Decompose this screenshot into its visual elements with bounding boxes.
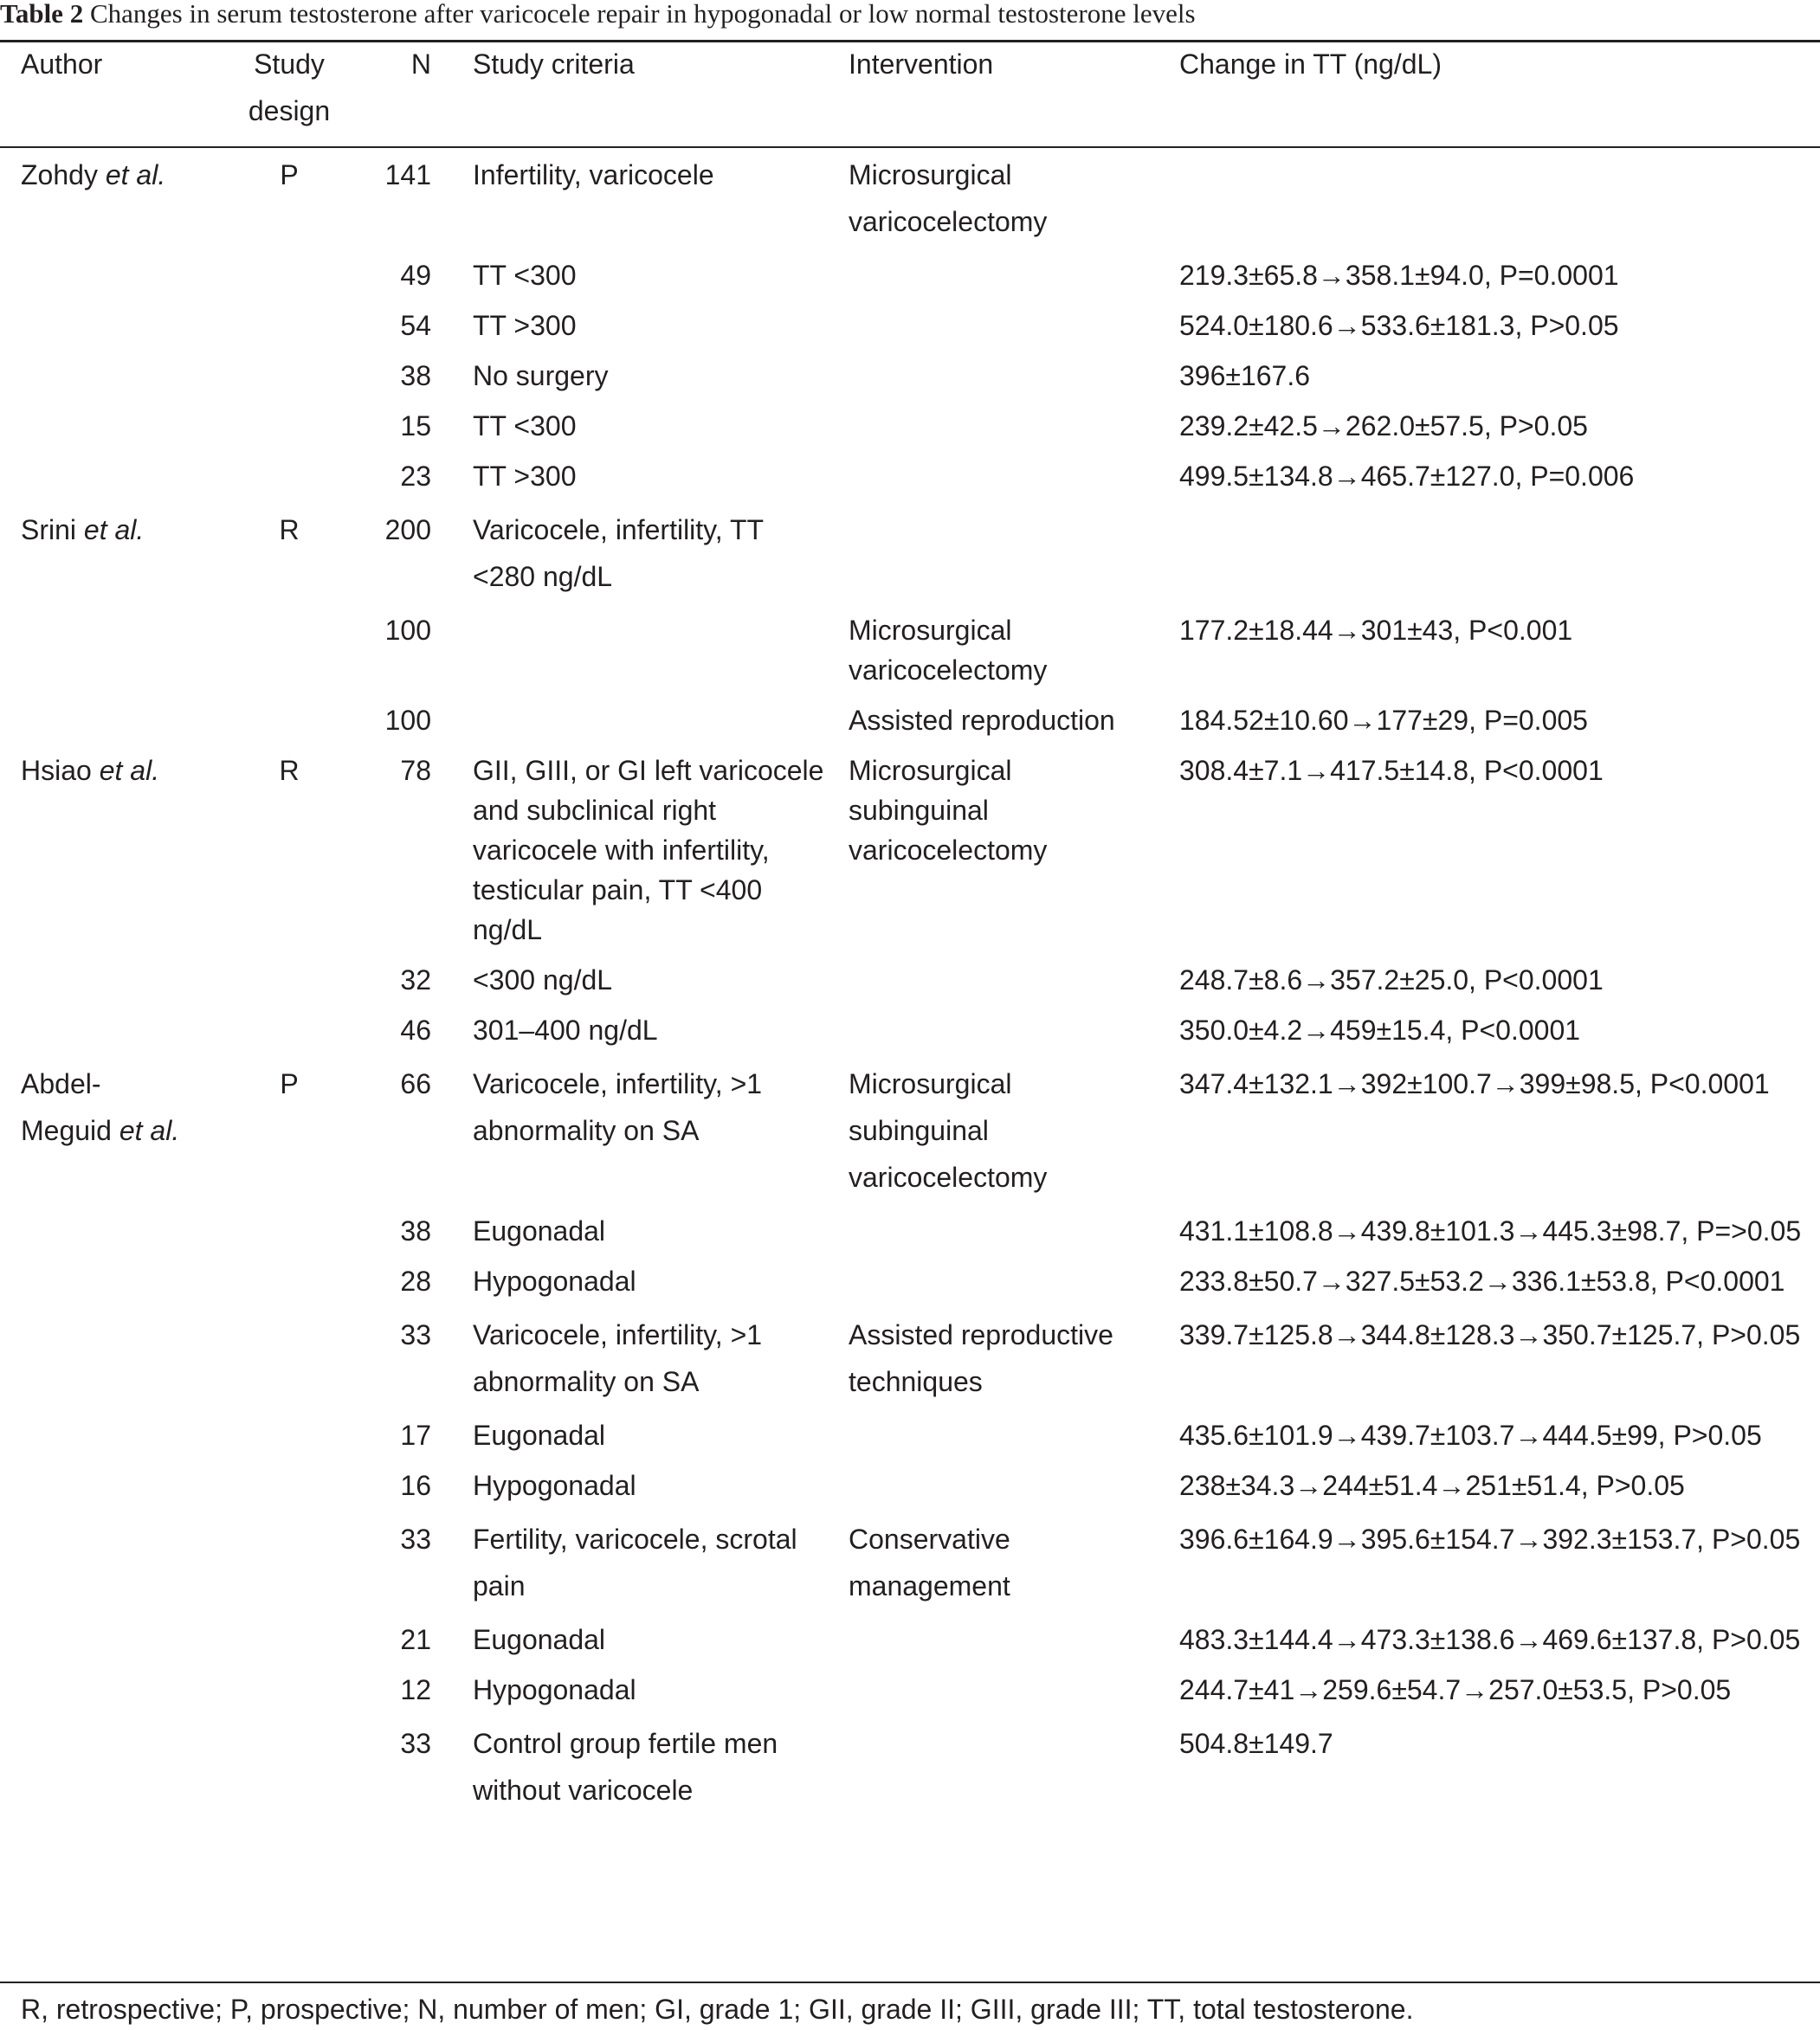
author-et-al: et al.: [83, 514, 145, 545]
cell-change-in-tt: 396±167.6: [1179, 360, 1311, 391]
cell-study-design: [227, 955, 352, 1005]
author-name-cont: Meguid: [21, 1115, 112, 1146]
cell-study-criteria: Hypogonadal: [473, 1266, 636, 1297]
cell-change-in-tt: 499.5±134.8→465.7±127.0, P=0.006: [1179, 461, 1635, 492]
cell-n: 17: [400, 1420, 431, 1451]
cell-n: 32: [400, 964, 431, 996]
cell-author: [0, 1665, 227, 1715]
table-row: [0, 745, 1820, 955]
author-et-al: et al.: [105, 159, 166, 190]
cell-study-design: P: [280, 159, 299, 190]
cell-study-criteria: Hypogonadal: [473, 1674, 636, 1705]
cell-change-in-tt: 350.0±4.2→459±15.4, P<0.0001: [1179, 1015, 1581, 1046]
cell-study-design: [227, 1306, 352, 1410]
cell-n: 54: [400, 310, 431, 341]
cell-change-in-tt: 435.6±101.9→439.7±103.7→444.5±99, P>0.05: [1179, 1420, 1762, 1451]
cell-study-criteria: Hypogonadal: [473, 1470, 636, 1501]
cell-n: 78: [400, 755, 431, 786]
cell-study-criteria: [431, 605, 828, 695]
cell-author: [0, 1511, 227, 1614]
cell-study-criteria: Eugonadal: [473, 1420, 606, 1451]
cell-study-design: [227, 1206, 352, 1256]
table-row: [0, 401, 1820, 451]
cell-study-criteria: No surgery: [473, 360, 609, 391]
cell-author: [0, 1256, 227, 1306]
cell-n: 141: [384, 159, 431, 190]
cell-study-design: [227, 451, 352, 501]
cell-change-in-tt: 396.6±164.9→395.6±154.7→392.3±153.7, P>0.05: [1179, 1524, 1801, 1555]
cell-change-in-tt: 339.7±125.8→344.8±128.3→350.7±125.7, P>0.05: [1179, 1319, 1801, 1350]
cell-intervention: [828, 501, 1158, 605]
col-header-change-in-tt: Change in TT (ng/dL): [1179, 48, 1442, 80]
col-header-author: Author: [21, 48, 103, 80]
author-name: Abdel-: [21, 1068, 101, 1099]
cell-change-in-tt: [1158, 146, 1820, 250]
table-footnote: R, retrospective; P, prospective; N, number of men; GI, grade 1; GII, grade II; GIII, grade III; TT, total testosterone.: [21, 1994, 1414, 2025]
cell-intervention: Microsurgical varicocelectomy: [849, 615, 1048, 686]
table-row: [0, 300, 1820, 351]
cell-n: 33: [400, 1524, 431, 1555]
cell-change-in-tt: 177.2±18.44→301±43, P<0.001: [1179, 615, 1573, 646]
cell-study-criteria: [431, 695, 828, 745]
cell-study-criteria: Fertility, varicocele, scrotal pain: [473, 1524, 797, 1601]
cell-study-design: [227, 1256, 352, 1306]
cell-intervention: Assisted reproduction: [849, 705, 1115, 736]
cell-n: 100: [384, 705, 431, 736]
cell-change-in-tt: 219.3±65.8→358.1±94.0, P=0.0001: [1179, 260, 1619, 291]
cell-intervention: [828, 300, 1158, 351]
cell-intervention: [828, 1410, 1158, 1460]
cell-study-design: [227, 1715, 352, 1819]
cell-author: [0, 695, 227, 745]
table-row: [0, 451, 1820, 501]
table-row: [0, 501, 1820, 605]
cell-change-in-tt: 308.4±7.1→417.5±14.8, P<0.0001: [1179, 755, 1604, 786]
cell-study-criteria: TT >300: [473, 461, 577, 492]
cell-n: 66: [400, 1068, 431, 1099]
cell-author: [0, 955, 227, 1005]
table-row: [0, 1614, 1820, 1665]
table-caption-text: Changes in serum testosterone after varicocele repair in hypogonadal or low normal testosterone levels: [89, 0, 1196, 29]
cell-change-in-tt: 524.0±180.6→533.6±181.3, P>0.05: [1179, 310, 1619, 341]
table-row: [0, 955, 1820, 1005]
cell-study-design: [227, 250, 352, 300]
cell-n: 33: [400, 1319, 431, 1350]
cell-study-criteria: TT <300: [473, 260, 577, 291]
cell-study-design: [227, 300, 352, 351]
cell-n: 100: [384, 615, 431, 646]
cell-study-design: [227, 1460, 352, 1511]
author-et-al: et al.: [99, 755, 160, 786]
cell-author: [0, 401, 227, 451]
cell-author: [0, 1410, 227, 1460]
cell-study-design: R: [279, 514, 300, 545]
cell-change-in-tt: 248.7±8.6→357.2±25.0, P<0.0001: [1179, 964, 1604, 996]
cell-n: 28: [400, 1266, 431, 1297]
cell-change-in-tt: 504.8±149.7: [1179, 1728, 1333, 1759]
cell-n: 38: [400, 360, 431, 391]
cell-n: 33: [400, 1728, 431, 1759]
cell-change-in-tt: 238±34.3→244±51.4→251±51.4, P>0.05: [1179, 1470, 1685, 1501]
cell-study-design: [227, 1005, 352, 1055]
cell-author: [0, 300, 227, 351]
cell-author: [0, 605, 227, 695]
cell-n: 49: [400, 260, 431, 291]
cell-intervention: [828, 1206, 1158, 1256]
cell-n: 12: [400, 1674, 431, 1705]
cell-n: 38: [400, 1215, 431, 1247]
cell-study-criteria: 301–400 ng/dL: [473, 1015, 658, 1046]
cell-author: [0, 146, 227, 250]
cell-study-design: [227, 1665, 352, 1715]
cell-author: [0, 250, 227, 300]
cell-intervention: Microsurgical subinguinal varicocelectomy: [849, 1068, 1048, 1193]
cell-study-criteria: Varicocele, infertility, >1 abnormality on SA: [473, 1319, 763, 1397]
cell-study-criteria: TT >300: [473, 310, 577, 341]
cell-intervention: [828, 1614, 1158, 1665]
table-row: [0, 1256, 1820, 1306]
table-row: [0, 1511, 1820, 1614]
cell-change-in-tt: 233.8±50.7→327.5±53.2→336.1±53.8, P<0.0001: [1179, 1266, 1785, 1297]
cell-n: 15: [400, 410, 431, 441]
cell-study-design: [227, 351, 352, 401]
cell-author: [0, 351, 227, 401]
cell-study-criteria: Eugonadal: [473, 1624, 606, 1655]
cell-author: [0, 1206, 227, 1256]
cell-study-design: [227, 1410, 352, 1460]
cell-intervention: [828, 451, 1158, 501]
table-row: [0, 1665, 1820, 1715]
col-header-study-design: [227, 41, 352, 146]
table-bottom-rule: [0, 1982, 1820, 1983]
cell-study-design: [227, 401, 352, 451]
col-header-intervention: Intervention: [849, 48, 994, 80]
cell-study-criteria: Varicocele, infertility, >1 abnormality on SA: [473, 1068, 763, 1146]
table-row: [0, 146, 1820, 250]
cell-intervention: [828, 401, 1158, 451]
table-header-row: [0, 41, 1820, 146]
cell-author: [0, 1306, 227, 1410]
cell-study-design: R: [279, 755, 300, 786]
author-name: Srini: [21, 514, 77, 545]
cell-n: 21: [400, 1624, 431, 1655]
cell-n: 16: [400, 1470, 431, 1501]
cell-n: 200: [384, 514, 431, 545]
cell-intervention: [828, 1665, 1158, 1715]
cell-intervention: Microsurgical varicocelectomy: [849, 159, 1048, 237]
cell-intervention: Conservative management: [849, 1524, 1010, 1601]
cell-change-in-tt: 239.2±42.5→262.0±57.5, P>0.05: [1179, 410, 1588, 441]
cell-change-in-tt: 184.52±10.60→177±29, P=0.005: [1179, 705, 1588, 736]
cell-author: [0, 1715, 227, 1819]
author-name: Hsiao: [21, 755, 92, 786]
cell-author: [0, 501, 227, 605]
table-row: [0, 250, 1820, 300]
author-name: Zohdy: [21, 159, 98, 190]
cell-author: [0, 1005, 227, 1055]
table-caption-label: Table 2: [0, 0, 84, 29]
cell-n: 46: [400, 1015, 431, 1046]
cell-study-design: P: [280, 1068, 299, 1099]
cell-author: [0, 1614, 227, 1665]
table-row: [0, 605, 1820, 695]
cell-study-criteria: <300 ng/dL: [473, 964, 613, 996]
cell-study-design: [227, 1614, 352, 1665]
cell-change-in-tt: 244.7±41→259.6±54.7→257.0±53.5, P>0.05: [1179, 1674, 1732, 1705]
table-row: [0, 1715, 1820, 1819]
cell-intervention: [828, 1005, 1158, 1055]
cell-change-in-tt: [1158, 501, 1820, 605]
cell-intervention: [828, 1715, 1158, 1819]
author-et-al: et al.: [119, 1115, 180, 1146]
cell-study-design: [227, 1511, 352, 1614]
table-row: [0, 1005, 1820, 1055]
cell-author: [0, 1460, 227, 1511]
cell-study-design: [227, 605, 352, 695]
cell-n: 23: [400, 461, 431, 492]
table-row: [0, 695, 1820, 745]
cell-study-criteria: GII, GIII, or GI left varicocele and subclinical right varicocele with infertility, testicular pain, TT <400 ng/dL: [473, 755, 824, 945]
data-table: [0, 41, 1820, 1819]
cell-change-in-tt: 347.4±132.1→392±100.7→399±98.5, P<0.0001: [1179, 1068, 1770, 1099]
table-row: [0, 1410, 1820, 1460]
cell-intervention: [828, 1256, 1158, 1306]
cell-change-in-tt: 431.1±108.8→439.8±101.3→445.3±98.7, P=>0.05: [1179, 1215, 1802, 1247]
cell-author: [0, 745, 227, 955]
cell-intervention: [828, 955, 1158, 1005]
table-caption: [0, 0, 1196, 38]
col-header-study-design-line-1: Study: [254, 48, 325, 80]
cell-study-criteria: Control group fertile men without varicocele: [473, 1728, 778, 1806]
cell-intervention: [828, 1460, 1158, 1511]
cell-study-criteria: Eugonadal: [473, 1215, 606, 1247]
cell-study-criteria: Infertility, varicocele: [473, 159, 714, 190]
table-body: [0, 146, 1820, 1819]
cell-change-in-tt: 483.3±144.4→473.3±138.6→469.6±137.8, P>0.05: [1179, 1624, 1801, 1655]
table-row: [0, 1460, 1820, 1511]
table-row: [0, 351, 1820, 401]
cell-author: [0, 1055, 227, 1206]
cell-study-criteria: Varicocele, infertility, TT <280 ng/dL: [473, 514, 764, 592]
table-row: [0, 1206, 1820, 1256]
cell-intervention: Assisted reproductive techniques: [849, 1319, 1113, 1397]
cell-author: [0, 451, 227, 501]
cell-intervention: [828, 250, 1158, 300]
table-row: [0, 1306, 1820, 1410]
table-row: [0, 1055, 1820, 1206]
cell-study-criteria: TT <300: [473, 410, 577, 441]
col-header-study-design-line-2: design: [248, 95, 331, 126]
col-header-study-criteria: Study criteria: [473, 48, 635, 80]
cell-intervention: [828, 351, 1158, 401]
cell-intervention: Microsurgical subinguinal varicocelectomy: [849, 755, 1048, 866]
cell-study-design: [227, 695, 352, 745]
col-header-n: N: [410, 48, 431, 80]
